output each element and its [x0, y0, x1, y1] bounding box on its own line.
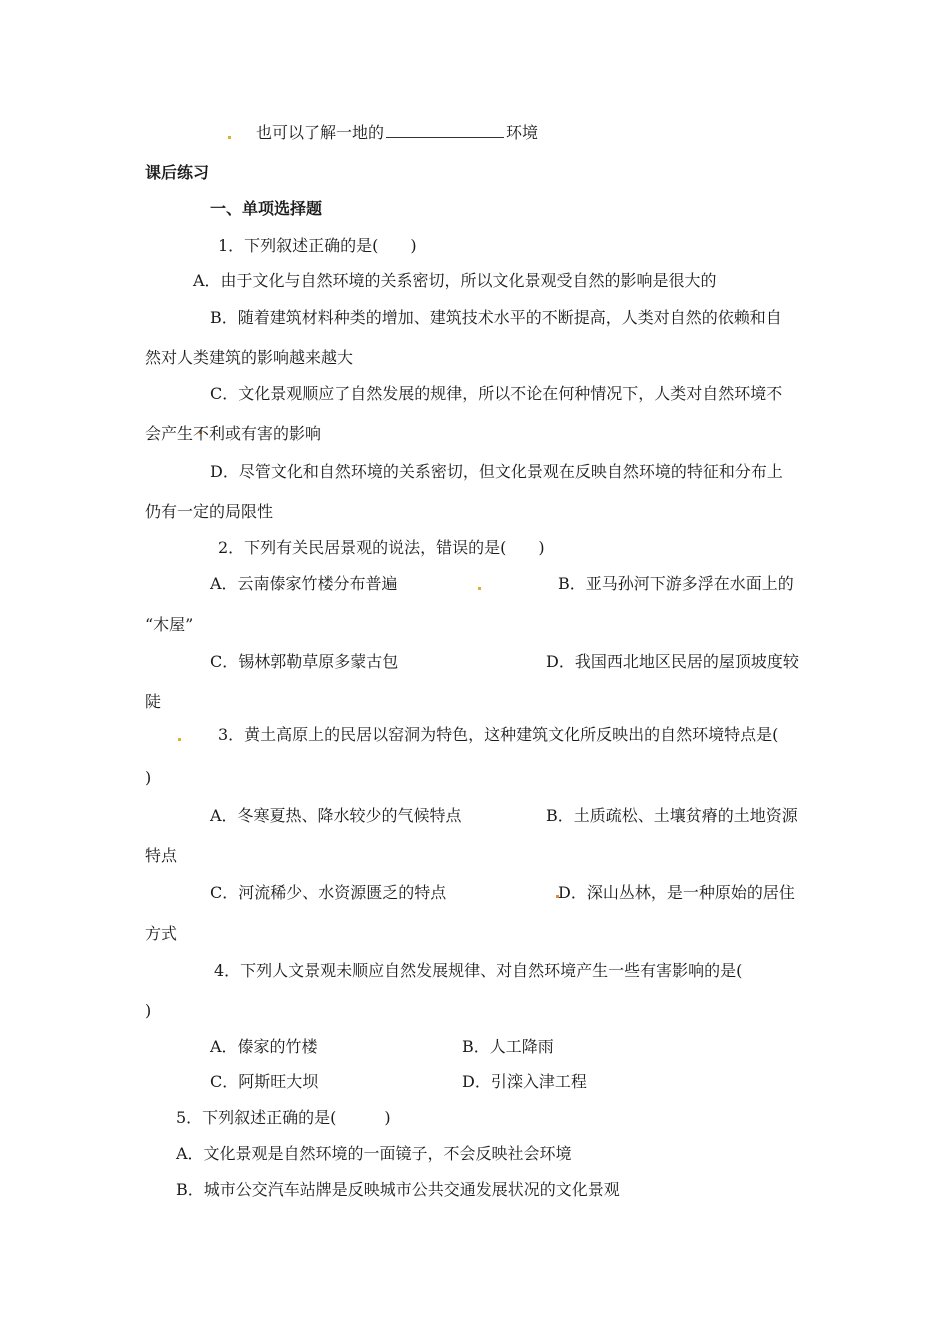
subsection-title: 一、单项选择题 — [210, 199, 323, 218]
artifact-dot — [228, 136, 231, 139]
fill-in-after: 环境 — [506, 123, 539, 142]
question-1-option-c: C．文化景观顺应了自然发展的规律，所以不论在何种情况下，人类对自然环境不 — [210, 384, 783, 403]
question-2-option-d-cont: 陡 — [145, 692, 162, 711]
question-4-option-c: C．阿斯旺大坝 — [210, 1072, 319, 1091]
question-1-option-b: B．随着建筑材料种类的增加、建筑技术水平的不断提高，人类对自然的依赖和自 — [210, 308, 782, 327]
question-2-option-b-cont: “木屋” — [145, 615, 194, 634]
question-1-option-d: D．尽管文化和自然环境的关系密切，但文化景观在反映自然环境的特征和分布上 — [210, 462, 783, 481]
question-3-option-c: C．河流稀少、水资源匮乏的特点 — [210, 883, 447, 902]
question-4-option-d: D．引滦入津工程 — [462, 1072, 587, 1091]
question-3-option-d-cont: 方式 — [145, 924, 178, 943]
question-3-option-b: B．土质疏松、土壤贫瘠的土地资源 — [546, 806, 798, 825]
question-1-option-a: A．由于文化与自然环境的关系密切，所以文化景观受自然的影响是很大的 — [193, 271, 717, 290]
question-2-option-d: D．我国西北地区民居的屋顶坡度较 — [546, 652, 799, 671]
artifact-dot — [178, 738, 181, 741]
question-4-stem-cont: ) — [145, 1001, 152, 1020]
question-1-option-c-cont: 会产生不利或有害的影响 — [145, 424, 322, 443]
section-title: 课后练习 — [145, 163, 210, 182]
question-3-option-d: D．深山丛林，是一种原始的居住 — [558, 883, 795, 902]
question-5-stem: 5．下列叙述正确的是( ) — [176, 1108, 391, 1127]
question-2-option-a: A．云南傣家竹楼分布普遍 — [210, 574, 398, 593]
fill-in-line — [256, 122, 538, 144]
fill-in-before: 也可以了解一地的 — [256, 123, 385, 142]
question-4-option-a: A．傣家的竹楼 — [210, 1037, 318, 1056]
question-2-option-b: B．亚马孙河下游多浮在水面上的 — [558, 574, 794, 593]
question-2-stem: 2．下列有关民居景观的说法，错误的是( ) — [218, 538, 545, 557]
question-4-option-b: B．人工降雨 — [462, 1037, 554, 1056]
question-1-stem: 1．下列叙述正确的是( ) — [218, 236, 417, 255]
fill-in-blank — [386, 122, 504, 138]
question-3-stem: 3．黄土高原上的民居以窑洞为特色，这种建筑文化所反映出的自然环境特点是( — [218, 725, 779, 744]
question-5-option-b: B．城市公交汽车站牌是反映城市公共交通发展状况的文化景观 — [176, 1180, 620, 1199]
question-2-option-c: C．锡林郭勒草原多蒙古包 — [210, 652, 399, 671]
question-3-option-b-cont: 特点 — [145, 846, 178, 865]
artifact-dot — [478, 587, 481, 590]
question-5-option-a: A．文化景观是自然环境的一面镜子，不会反映社会环境 — [176, 1144, 572, 1163]
question-4-stem: 4．下列人文景观未顺应自然发展规律、对自然环境产生一些有害影响的是( — [214, 961, 743, 980]
question-1-option-b-cont: 然对人类建筑的影响越来越大 — [145, 348, 354, 367]
question-1-option-d-cont: 仍有一定的局限性 — [145, 502, 274, 521]
question-3-stem-cont: ) — [145, 768, 152, 787]
question-3-option-a: A．冬寒夏热、降水较少的气候特点 — [210, 806, 462, 825]
